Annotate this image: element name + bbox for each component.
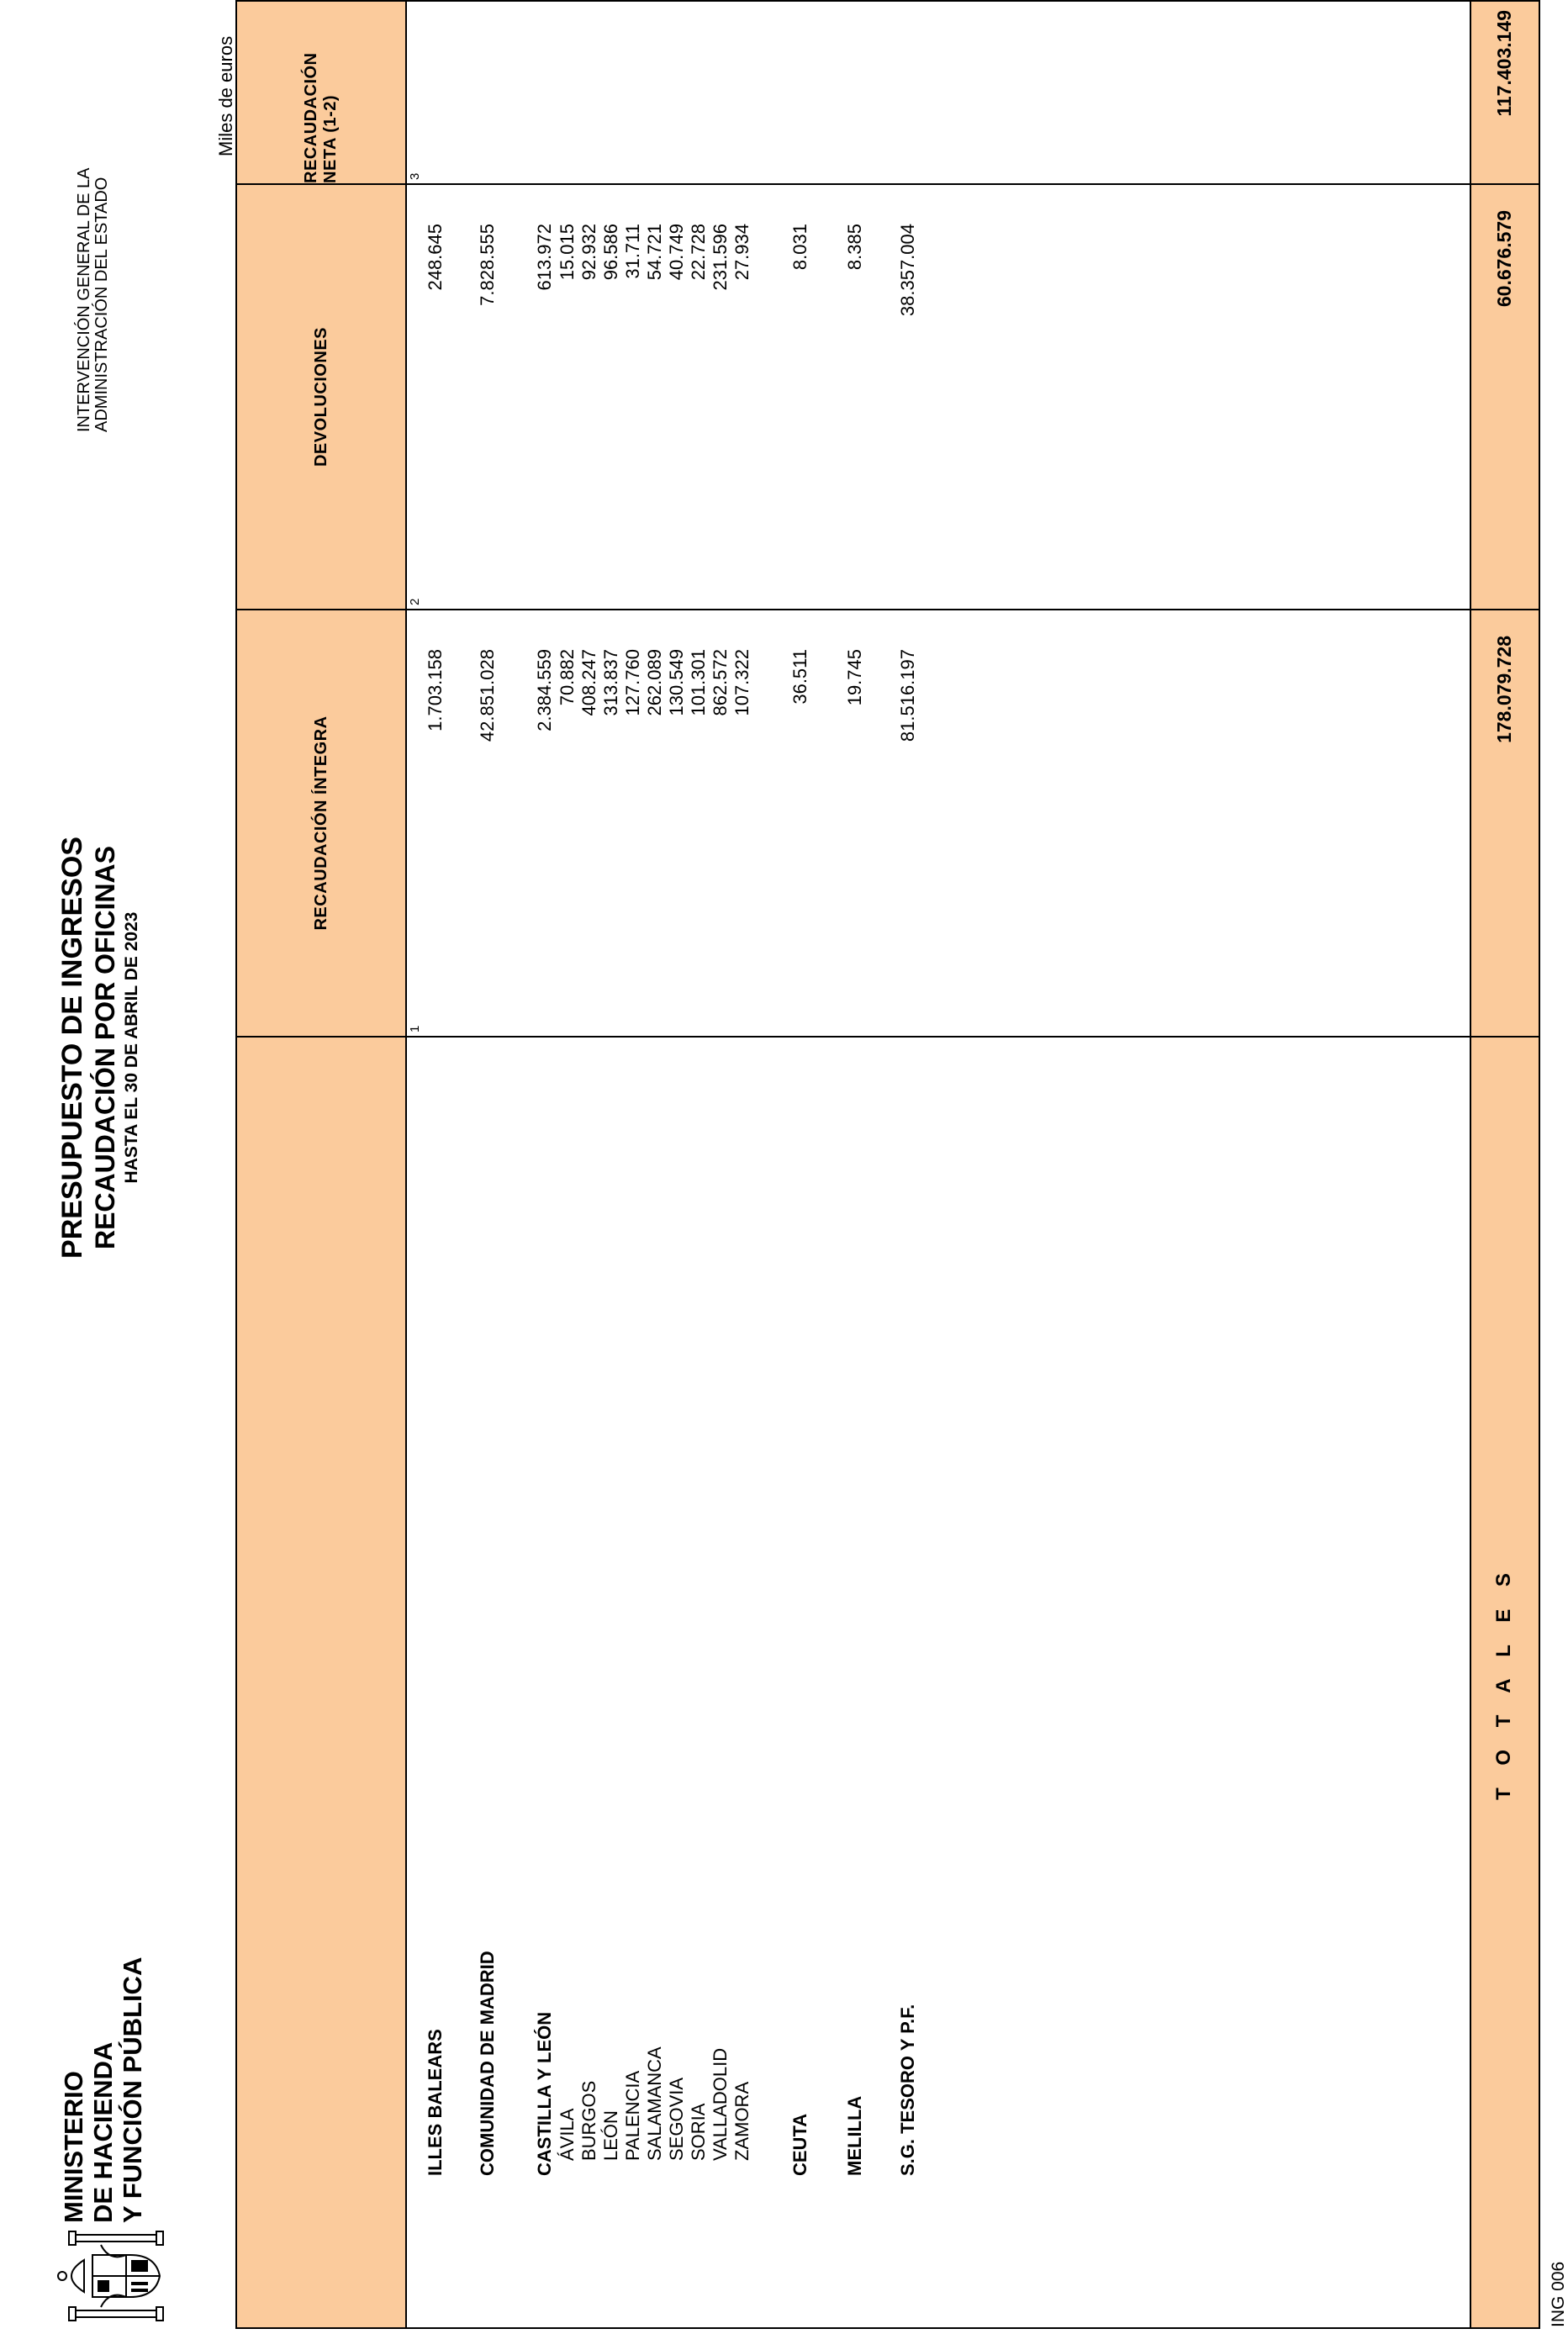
table-row — [424, 2, 447, 2327]
recaudacion-integra-value: 36.511 — [789, 649, 810, 705]
recaudacion-neta-value — [665, 0, 689, 10]
units-label: Miles de euros — [215, 35, 236, 156]
recaudacion-integra-value: 81.516.197 — [897, 649, 918, 742]
header-recaudacion-integra: RECAUDACIÓN ÍNTEGRA — [237, 609, 405, 1036]
office-name: S.G. TESORO Y P.F. — [897, 2004, 918, 2176]
table-row — [687, 2, 710, 2327]
column-number: 1 — [408, 1025, 422, 1032]
totals-integra: 178.079.728 — [1492, 636, 1515, 743]
table-row — [731, 2, 754, 2327]
revenue-table — [235, 0, 1540, 2329]
recaudacion-neta-value — [424, 0, 447, 10]
recaudacion-neta-value — [896, 0, 920, 10]
recaudacion-integra-value: 1.703.158 — [425, 649, 446, 731]
office-name: CEUTA — [789, 2113, 810, 2176]
recaudacion-neta-value — [578, 0, 601, 10]
recaudacion-integra-value: 107.322 — [731, 649, 752, 716]
office-name: BURGOS — [578, 2080, 599, 2161]
column-number: 3 — [408, 172, 422, 180]
table-row — [556, 2, 579, 2327]
document-code: ING 006 — [1549, 2261, 1568, 2327]
recaudacion-neta-value — [599, 0, 623, 10]
devoluciones-value: 22.728 — [688, 224, 709, 281]
intervencion-general — [76, 167, 111, 432]
devoluciones-value: 8.385 — [844, 224, 865, 271]
recaudacion-neta-value — [789, 0, 812, 10]
recaudacion-neta-value — [556, 0, 579, 10]
recaudacion-integra-value: 130.549 — [666, 649, 687, 716]
header-devoluciones: DEVOLUCIONES — [237, 183, 405, 609]
recaudacion-neta-value — [687, 0, 710, 10]
recaudacion-neta-value — [731, 0, 754, 10]
table-row — [599, 2, 623, 2327]
report-title — [55, 711, 143, 1384]
header-concept — [237, 1036, 405, 2327]
recaudacion-integra-value: 2.384.559 — [534, 649, 555, 731]
title-line-1: PRESUPUESTO DE INGRESOS — [56, 837, 88, 1259]
table-row — [789, 2, 812, 2327]
totals-neta: 117.403.149 — [1492, 10, 1515, 117]
devoluciones-value: 38.357.004 — [897, 224, 918, 317]
recaudacion-integra-value: 42.851.028 — [477, 649, 498, 742]
column-number: 2 — [408, 598, 422, 605]
table-row — [843, 2, 867, 2327]
devoluciones-value: 96.586 — [600, 224, 621, 281]
recaudacion-integra-value: 862.572 — [710, 649, 731, 716]
devoluciones-value: 7.828.555 — [477, 224, 498, 306]
recaudacion-integra-value: 313.837 — [600, 649, 621, 716]
office-name: COMUNIDAD DE MADRID — [477, 1951, 498, 2176]
header-divider — [405, 2, 407, 2327]
ministry-line: Y FUNCIÓN PÚBLICA — [118, 1956, 147, 2223]
office-name: SORIA — [688, 2103, 709, 2161]
office-name: SALAMANCA — [644, 2046, 665, 2161]
office-name: LEÓN — [600, 2110, 621, 2161]
ministry-name — [59, 1957, 147, 2223]
office-name: CASTILLA Y LEÓN — [534, 2011, 555, 2176]
recaudacion-neta-value — [709, 0, 732, 10]
table-row — [476, 2, 499, 2327]
recaudacion-neta-value — [643, 0, 667, 10]
intervencion-line: ADMINISTRACIÓN DEL ESTADO — [92, 177, 111, 432]
spain-coat-of-arms-icon — [50, 2230, 177, 2322]
office-name: ZAMORA — [731, 2081, 752, 2161]
header-recaudacion-neta: RECAUDACIÓN NETA (1-2) — [237, 2, 405, 183]
office-name: PALENCIA — [622, 2070, 643, 2161]
recaudacion-neta-value — [843, 0, 867, 10]
recaudacion-integra-value: 19.745 — [844, 649, 865, 706]
devoluciones-value: 92.932 — [578, 224, 599, 281]
recaudacion-integra-value: 127.760 — [622, 649, 643, 716]
table-row — [665, 2, 689, 2327]
office-name: MELILLA — [844, 2095, 865, 2176]
title-line-3: HASTA EL 30 DE ABRIL DE 2023 — [122, 911, 141, 1184]
table-row — [896, 2, 920, 2327]
recaudacion-integra-value: 70.882 — [557, 649, 578, 706]
devoluciones-value: 27.934 — [731, 224, 752, 281]
ministry-line: DE HACIENDA — [88, 2041, 118, 2223]
devoluciones-value: 54.721 — [644, 224, 665, 281]
table-row — [643, 2, 667, 2327]
devoluciones-value: 231.596 — [710, 224, 731, 291]
office-name: ILLES BALEARS — [425, 2029, 446, 2176]
office-name: ÁVILA — [557, 2108, 578, 2161]
recaudacion-neta-value — [533, 0, 557, 10]
recaudacion-integra-value: 262.089 — [644, 649, 665, 716]
devoluciones-value: 248.645 — [425, 224, 446, 291]
table-row — [621, 2, 645, 2327]
title-line-2: RECAUDACIÓN POR OFICINAS — [90, 846, 120, 1250]
devoluciones-value: 40.749 — [666, 224, 687, 281]
recaudacion-neta-value — [476, 0, 499, 10]
office-name: SEGOVIA — [666, 2077, 687, 2161]
office-name: VALLADOLID — [710, 2047, 731, 2161]
devoluciones-value: 613.972 — [534, 224, 555, 291]
devoluciones-value: 15.015 — [557, 224, 578, 281]
totals-label: T O T A L E S — [1492, 1565, 1515, 1800]
table-row — [578, 2, 601, 2327]
table-row — [709, 2, 732, 2327]
devoluciones-value: 8.031 — [789, 224, 810, 271]
recaudacion-integra-value: 408.247 — [578, 649, 599, 716]
recaudacion-integra-value: 101.301 — [688, 649, 709, 716]
ministry-line: MINISTERIO — [59, 2071, 88, 2223]
table-row — [533, 2, 557, 2327]
intervencion-line: INTERVENCIÓN GENERAL DE LA — [75, 167, 93, 432]
devoluciones-value: 31.711 — [622, 224, 643, 279]
totals-devoluciones: 60.676.579 — [1492, 210, 1515, 308]
recaudacion-neta-value — [621, 0, 645, 10]
